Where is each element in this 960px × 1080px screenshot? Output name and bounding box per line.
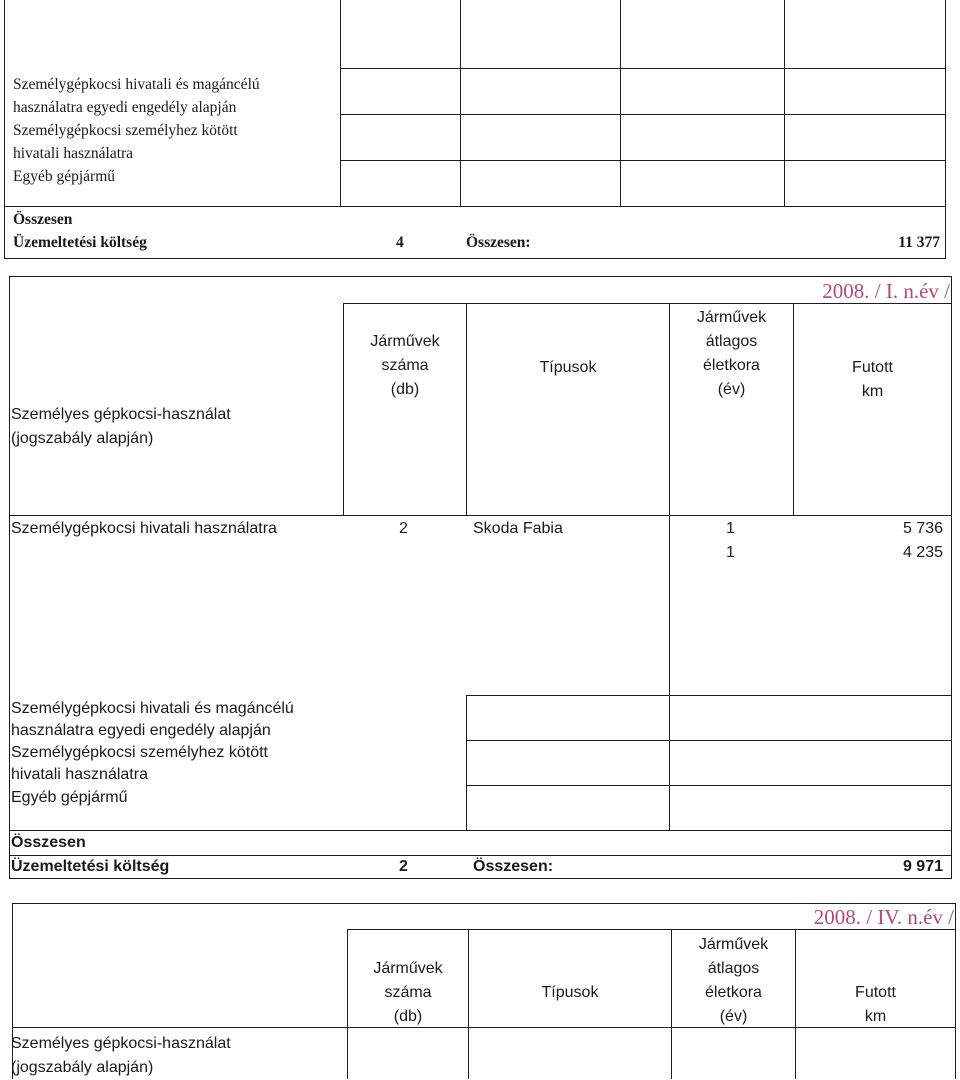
header-line: Járművek xyxy=(373,960,443,977)
row-label-line: használatra egyedi engedély alapján xyxy=(13,99,237,116)
total-label: Összesen xyxy=(13,211,73,228)
row-label-line: hivatali használatra xyxy=(11,766,148,783)
header-line: életkora xyxy=(705,984,762,1001)
header-line: (év) xyxy=(719,1008,748,1025)
row-label-line: Személygépkocsi személyhez kötött xyxy=(11,744,268,761)
column-header-average-age xyxy=(672,933,795,1029)
header-line: (év) xyxy=(717,381,746,398)
header-line: száma xyxy=(381,357,429,374)
row-label-line: Egyéb gépjármű xyxy=(11,789,128,806)
row-label-line: Személygépkocsi hivatali és magáncélú xyxy=(11,700,294,717)
column-header-km xyxy=(796,981,955,1029)
header-line: Futott xyxy=(855,984,896,1001)
data-row-count: 2 xyxy=(399,520,408,537)
data-row-label: Személygépkocsi hivatali használatra xyxy=(11,520,277,537)
row-header: Személyes gépkocsi-használat xyxy=(11,1035,231,1052)
header-line: km xyxy=(864,1008,887,1025)
sum-label: Összesen: xyxy=(466,234,531,251)
header-line: átlagos xyxy=(707,960,760,977)
header-line: Futott xyxy=(852,359,893,376)
row-label-line: Egyéb gépjármű xyxy=(13,168,116,185)
vehicle-count: 2 xyxy=(399,858,408,875)
data-row-age: 1 xyxy=(726,544,735,561)
vehicle-count: 4 xyxy=(396,234,404,251)
header-line: Járművek xyxy=(370,333,440,350)
header-line: Járművek xyxy=(696,309,767,326)
period-label: 2008. / I. n.év / xyxy=(822,279,950,303)
column-header-vehicle-count xyxy=(348,957,468,1029)
column-header-km xyxy=(794,356,951,404)
row-header: Személyes gépkocsi-használat xyxy=(11,406,231,423)
period-label: 2008. / IV. n.év / xyxy=(813,905,954,929)
cost-label: Üzemeltetési költség xyxy=(13,234,147,251)
header-line: (db) xyxy=(393,1008,423,1025)
sum-value: 11 377 xyxy=(898,234,940,251)
column-header-vehicle-count xyxy=(344,330,466,402)
column-header-types: Típusok xyxy=(539,359,597,376)
row-label-line: Személygépkocsi hivatali és magáncélú xyxy=(13,76,260,93)
row-label-line: használatra egyedi engedély alapján xyxy=(11,722,271,739)
cost-label: Üzemeltetési költség xyxy=(11,858,170,875)
header-line: átlagos xyxy=(705,333,758,350)
total-label: Összesen xyxy=(11,834,86,851)
row-label-line: hivatali használatra xyxy=(13,145,134,162)
header-line: (db) xyxy=(390,381,420,398)
header-line: km xyxy=(861,383,884,400)
row-label-line: Személygépkocsi személyhez kötött xyxy=(13,122,238,139)
sum-value: 9 971 xyxy=(902,858,943,875)
header-line: életkora xyxy=(703,357,760,374)
header-line: száma xyxy=(384,984,432,1001)
row-header: (jogszabály alapján) xyxy=(11,1059,154,1076)
sum-label: Összesen: xyxy=(473,858,554,875)
column-header-types: Típusok xyxy=(541,984,599,1001)
column-header-average-age xyxy=(670,306,793,402)
row-header: (jogszabály alapján) xyxy=(11,430,154,447)
data-row-type: Skoda Fabia xyxy=(473,520,563,537)
data-row-km: 5 736 xyxy=(902,520,943,537)
data-row-km: 4 235 xyxy=(902,544,943,561)
header-line: Járművek xyxy=(698,936,769,953)
data-row-age: 1 xyxy=(726,520,735,537)
